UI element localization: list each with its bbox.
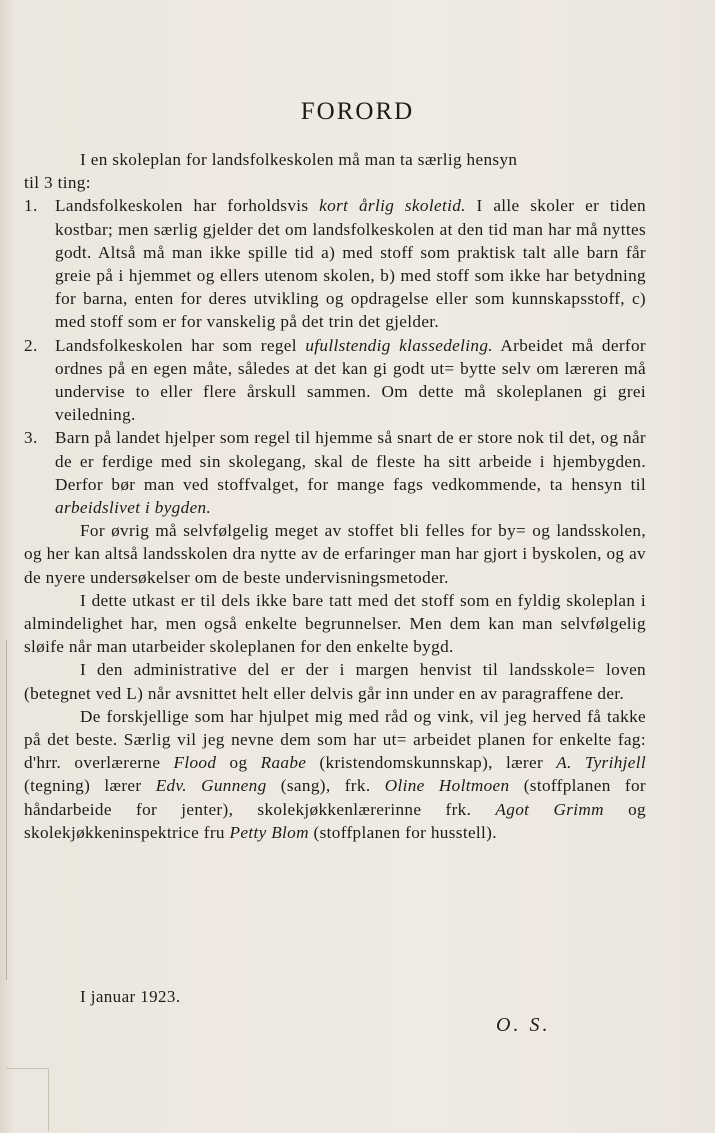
text-run: (stoffplanen for husstell).	[308, 822, 497, 842]
person-name: A. Tyrihjell	[556, 753, 647, 773]
page-title: FORORD	[300, 98, 415, 125]
list-item-number: 3.	[24, 428, 38, 448]
list-item-text: Landsfolkeskolen har forholdsvis	[55, 196, 320, 216]
person-name: Raabe	[260, 753, 307, 773]
paragraph: I den administrative del er der i margen henvist til landsskole= loven (betegnet ved L) når avsnittet helt eller delvis går inn under en av paragraffene der.	[24, 660, 646, 703]
page-edge-line	[6, 640, 7, 980]
person-name: Agot Grimm	[495, 799, 604, 819]
list-item-text: I alle skoler er tiden kostbar; men særlig gjelder det om landsfolkeskolen at den tid man har må nyttes godt. Altså må man ikke spille tid a) med stoff som praktisk talt alle barn får greie på i hjemmet og ellers utenom skolen, b) med stoff som ikke har betydning for barna, enten for deres utvikling og opdragelse eller som kunnskapsstoff, c) med stoff som er for vanskelig på det trin det gjelder.	[55, 196, 646, 332]
list-item	[24, 426, 646, 519]
body-text	[24, 148, 646, 844]
acknowledgements-paragraph	[24, 705, 646, 844]
list-item-text: Barn på landet hjelper som regel til hjemme så snart de er store nok til det, og når de er ferdige med sin skolegang, skal de fleste ha sitt arbeide i hjembygden. Derfor bør man ved stoffvalget, for mange fags vedkommende, ta hensyn til	[55, 428, 646, 494]
list-item-emphasis: kort årlig skoletid.	[319, 196, 466, 216]
person-name: Petty Blom	[229, 822, 309, 842]
person-name: Flood	[173, 753, 217, 773]
page-corner-mark	[6, 1068, 49, 1131]
text-run: (tegning) lærer	[24, 776, 156, 796]
list-item-emphasis: arbeidslivet i bygden.	[55, 498, 212, 518]
intro-line-2: til 3 ting:	[24, 173, 91, 193]
text-run: og	[216, 753, 261, 773]
paragraph: For øvrig må selvfølgelig meget av stoffet bli felles for by= og landsskolen, og her kan altså landsskolen dra nytte av de erfaringer man har gjort i byskolen, og av de nyere undersøkelser om de beste undervisningsmetoder.	[24, 521, 646, 587]
text-run: (kristendomskunnskap), lærer	[306, 753, 557, 773]
list-item	[24, 334, 646, 427]
list-item-emphasis: ufullstendig klassedeling.	[305, 335, 493, 355]
list-item-number: 1.	[24, 196, 38, 216]
text-run: (sang), frk.	[266, 776, 385, 796]
date-line: I januar 1923.	[80, 987, 181, 1006]
paragraph: I dette utkast er til dels ikke bare tatt med det stoff som en fyldig skoleplan i almindelighet har, men også enkelte begrunnelser. Men dem kan man selvfølgelig sløife når man utarbeider skoleplanen for den enkelte bygd.	[24, 590, 646, 657]
list-item	[24, 194, 646, 333]
person-name: Oline Holtmoen	[384, 776, 510, 796]
list-item-text: Arbeidet må derfor ordnes på en egen måte, således at det kan gi godt ut= bytte selv om læreren må undervise to eller flere årskull sammen. Om dette må skoleplanen gi grei veiledning.	[55, 335, 646, 425]
list-item-text: Landsfolkeskolen har som regel	[55, 335, 306, 355]
signature: O. S.	[496, 1014, 551, 1036]
text-run: (stoffplanen for håndarbeide for jenter), skolekjøkkenlærerinne frk.	[24, 776, 646, 819]
intro-line-1: I en skoleplan for landsfolkeskolen må man ta særlig hensyn	[80, 150, 518, 169]
list-item-number: 2.	[24, 335, 38, 355]
text-run: og skolekjøkkeninspektrice fru	[24, 799, 646, 842]
text-run: De forskjellige som har hjulpet mig med råd og vink, vil jeg herved få takke på det beste. Særlig vil jeg nevne dem som har ut= arbeidet planen for enkelte fag: d'hrr. overlærerne	[24, 706, 646, 773]
person-name: Edv. Gunneng	[155, 776, 267, 796]
